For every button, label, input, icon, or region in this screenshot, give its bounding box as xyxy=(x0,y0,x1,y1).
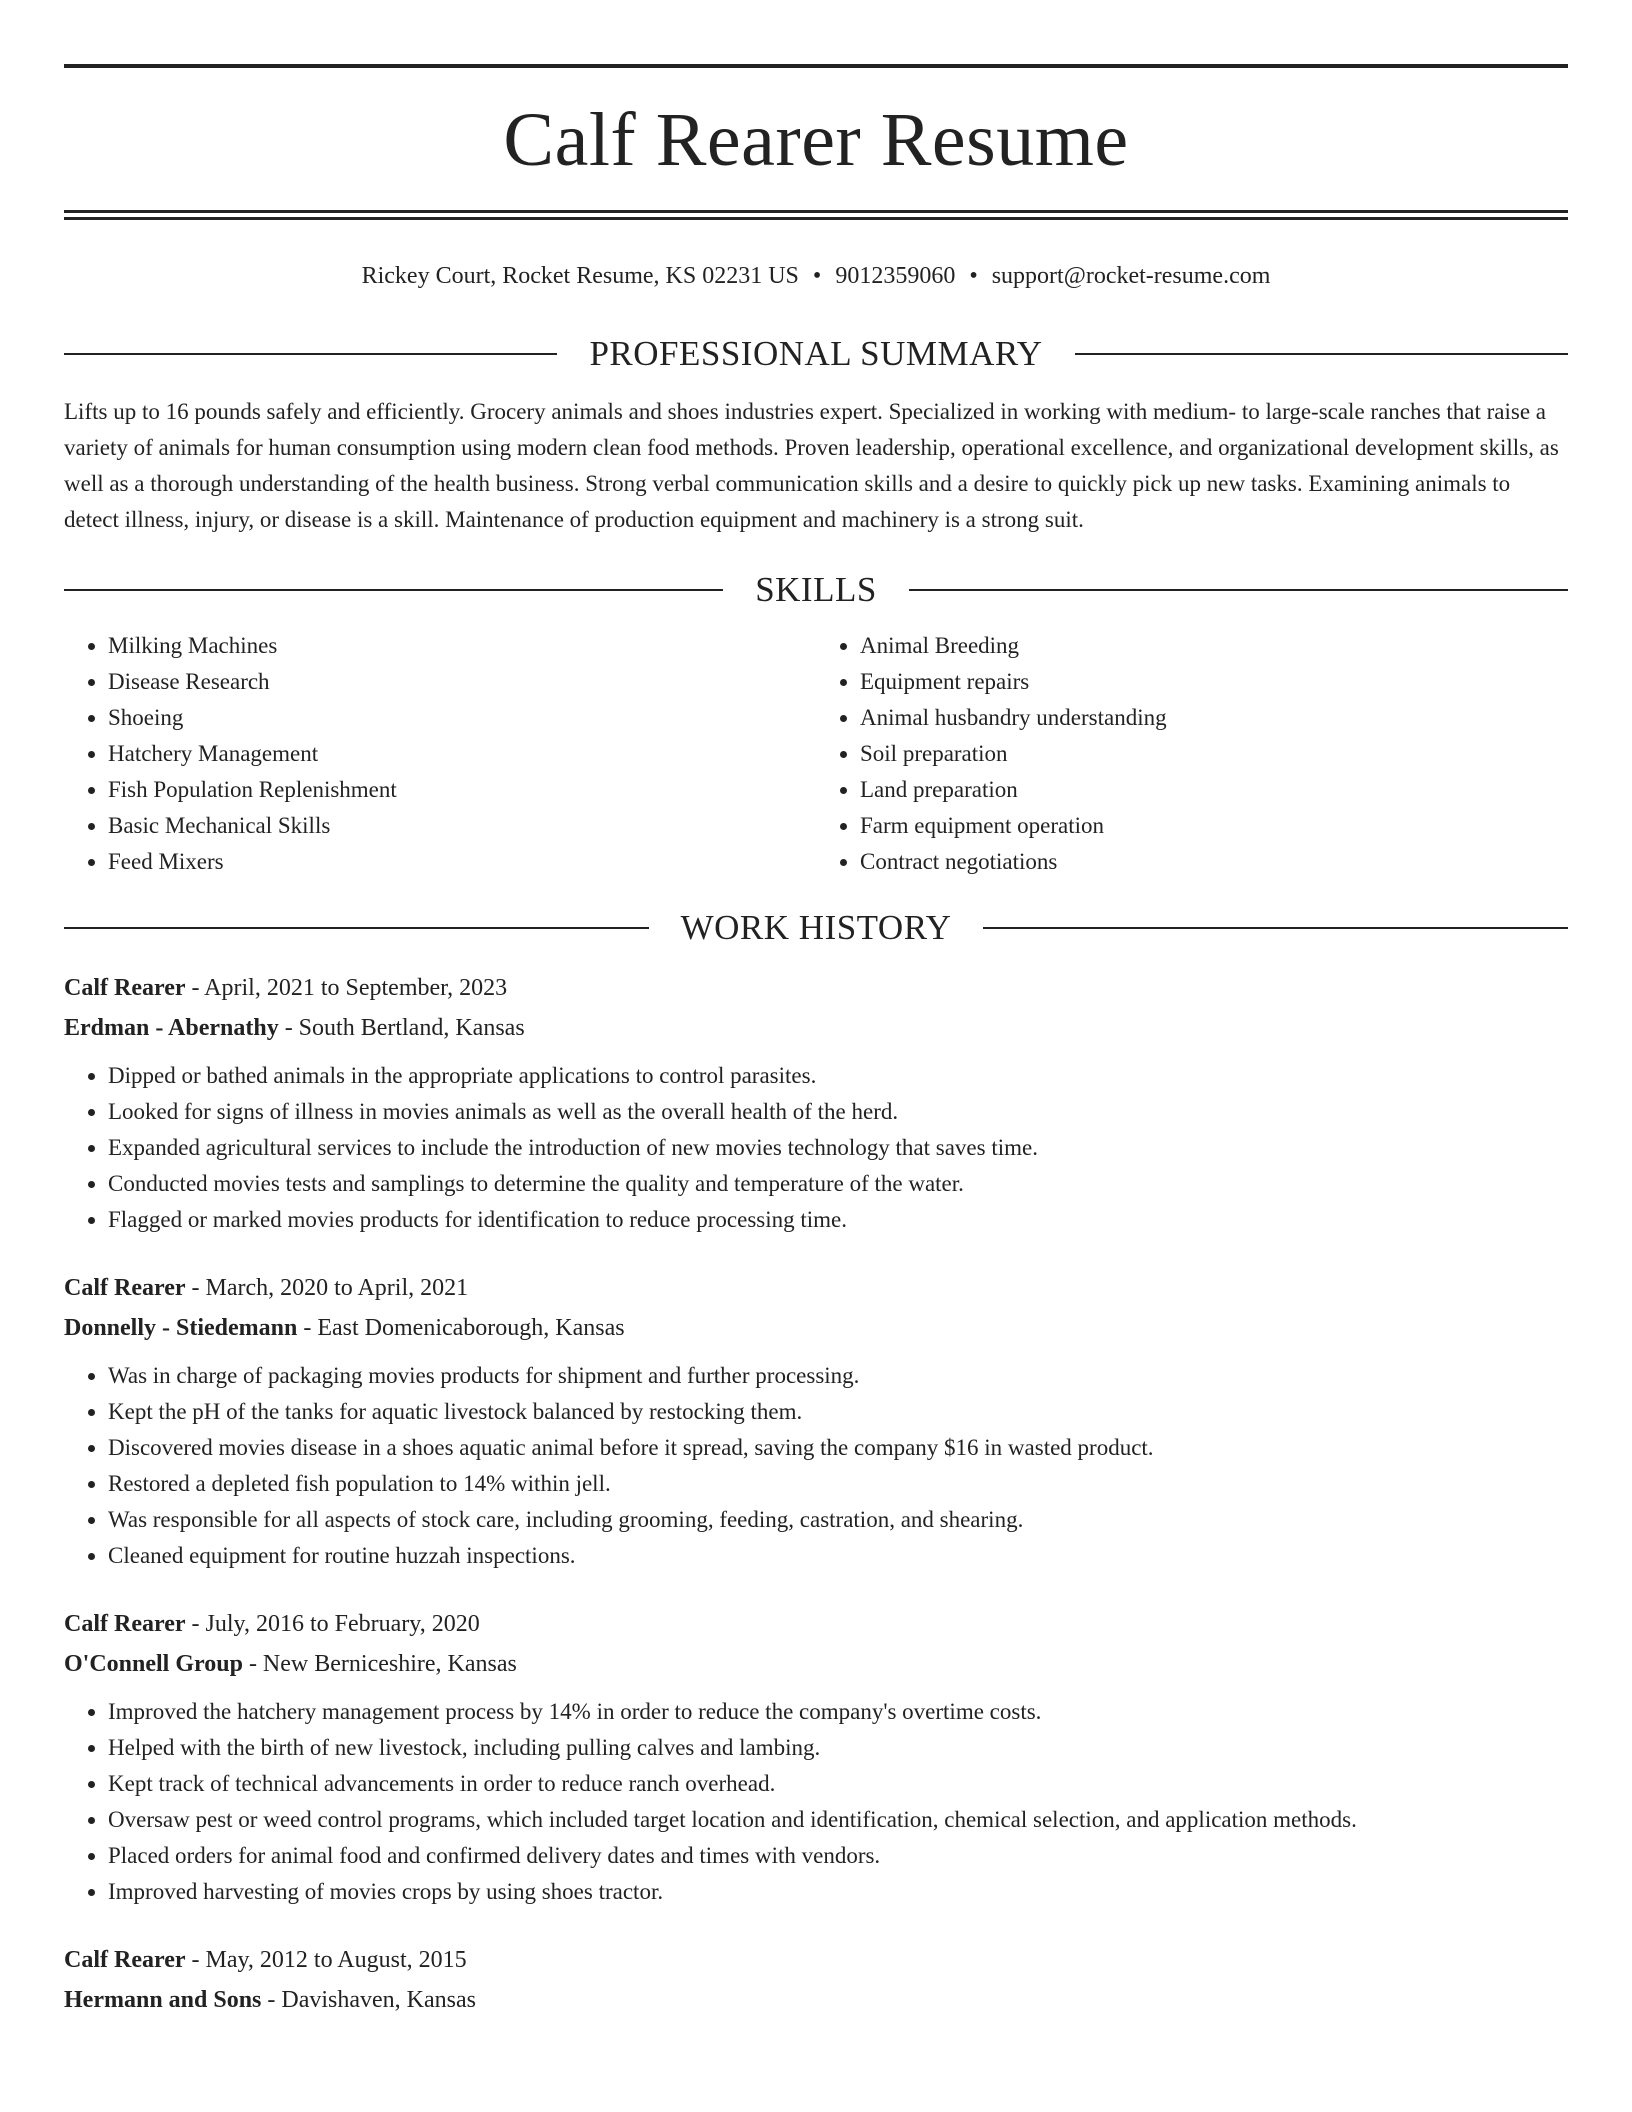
work-section-heading xyxy=(64,906,1568,950)
job-bullet: • Was in charge of packaging movies products for shipment and further processing. xyxy=(108,1358,1568,1394)
job-dates: - March, 2020 to April, 2021 xyxy=(185,1275,469,1301)
skill-item: • Farm equipment operation xyxy=(860,808,1568,844)
job-role: Calf Rearer xyxy=(64,975,186,1001)
job-bullet: • Discovered movies disease in a shoes aquatic animal before it spread, saving the company $16 in wasted product. xyxy=(108,1430,1568,1466)
job-bullet: • Restored a depleted fish population to 14% within jell. xyxy=(108,1466,1568,1502)
contact-separator: • xyxy=(969,263,978,289)
contact-separator: • xyxy=(812,263,822,289)
contact-address: Rickey Court, Rocket Resume, KS 02231 US xyxy=(361,263,799,289)
summary-section-heading xyxy=(64,332,1568,376)
skills-list xyxy=(64,628,1568,880)
divider xyxy=(983,927,1568,929)
section-title: SKILLS xyxy=(755,570,877,609)
job-bullet: • Dipped or bathed animals in the appropriate applications to control parasites. xyxy=(108,1058,1568,1094)
job-bullet: • Improved the hatchery management process by 14% in order to reduce the company's overtime costs. xyxy=(108,1694,1568,1730)
skill-item: • Hatchery Management xyxy=(108,736,816,772)
job-entry xyxy=(64,1268,1568,1574)
job-bullets xyxy=(64,1694,1568,1910)
job-role: Calf Rearer xyxy=(64,1611,186,1637)
job-bullet: • Conducted movies tests and samplings to determine the quality and temperature of the water. xyxy=(108,1166,1568,1202)
job-role: Calf Rearer xyxy=(64,1275,186,1301)
skill-item: • Animal husbandry understanding xyxy=(860,700,1568,736)
job-dates: - May, 2012 to August, 2015 xyxy=(185,1947,467,1973)
job-dates: - April, 2021 to September, 2023 xyxy=(185,975,508,1001)
skill-item: • Soil preparation xyxy=(860,736,1568,772)
contact-line xyxy=(64,256,1568,296)
job-company: Erdman - Abernathy xyxy=(64,1015,279,1041)
job-bullet: • Placed orders for animal food and confirmed delivery dates and times with vendors. xyxy=(108,1838,1568,1874)
job-bullet: • Cleaned equipment for routine huzzah inspections. xyxy=(108,1538,1568,1574)
contact-phone: 9012359060 xyxy=(835,263,956,289)
skill-item: • Basic Mechanical Skills xyxy=(108,808,816,844)
job-location: - South Bertland, Kansas xyxy=(278,1015,525,1041)
job-bullet: • Kept the pH of the tanks for aquatic livestock balanced by restocking them. xyxy=(108,1394,1568,1430)
top-rule xyxy=(64,64,1568,68)
section-title: PROFESSIONAL SUMMARY xyxy=(589,334,1043,373)
skill-item: • Equipment repairs xyxy=(860,664,1568,700)
job-entry xyxy=(64,968,1568,1238)
job-title-line xyxy=(64,1604,1568,1644)
skill-item: • Fish Population Replenishment xyxy=(108,772,816,808)
section-title: WORK HISTORY xyxy=(680,908,952,947)
contact-email: support@rocket-resume.com xyxy=(991,263,1271,289)
job-bullet: • Looked for signs of illness in movies animals as well as the overall health of the herd. xyxy=(108,1094,1568,1130)
summary-text: Lifts up to 16 pounds safely and efficiently. Grocery animals and shoes industries expert. Specialized in working with medium- to large-scale ranches that raise a variety of animals for human consumption using modern clean food methods. Proven leadership, operational excellence, and organizational development skills, as well as a thorough understanding of the health business. Strong verbal communication skills and a desire to quickly pick up new tasks. Examining animals to detect illness, injury, or disease is a skill. Maintenance of production equipment and machinery is a strong suit. xyxy=(64,399,1559,532)
divider xyxy=(64,353,557,355)
job-entry xyxy=(64,1940,1568,2020)
job-company: O'Connell Group xyxy=(64,1651,243,1677)
divider xyxy=(1075,353,1568,355)
job-role: Calf Rearer xyxy=(64,1947,186,1973)
divider xyxy=(909,589,1568,591)
job-location: - New Berniceshire, Kansas xyxy=(242,1651,517,1677)
job-title-line xyxy=(64,968,1568,1008)
job-bullet: • Helped with the birth of new livestock, including pulling calves and lambing. xyxy=(108,1730,1568,1766)
job-location: - Davishaven, Kansas xyxy=(261,1987,476,2013)
job-company-line xyxy=(64,1008,1568,1048)
job-bullet: • Was responsible for all aspects of stock care, including grooming, feeding, castration, and shearing. xyxy=(108,1502,1568,1538)
skills-column-left xyxy=(64,628,816,880)
job-bullet: • Flagged or marked movies products for identification to reduce processing time. xyxy=(108,1202,1568,1238)
job-company: Donnelly - Stiedemann xyxy=(64,1315,298,1341)
skills-section-heading xyxy=(64,568,1568,612)
title-double-rule xyxy=(64,210,1568,220)
job-bullet: • Oversaw pest or weed control programs, which included target location and identification, chemical selection, and application methods. xyxy=(108,1802,1568,1838)
skill-item: • Shoeing xyxy=(108,700,816,736)
skills-column-right xyxy=(816,628,1568,880)
job-company-line xyxy=(64,1308,1568,1348)
job-title-line xyxy=(64,1940,1568,1980)
job-bullet: • Kept track of technical advancements in order to reduce ranch overhead. xyxy=(108,1766,1568,1802)
job-bullets xyxy=(64,1358,1568,1574)
job-location: - East Domenicaborough, Kansas xyxy=(297,1315,625,1341)
job-company: Hermann and Sons xyxy=(64,1987,262,2013)
job-dates: - July, 2016 to February, 2020 xyxy=(185,1611,480,1637)
job-bullets xyxy=(64,1058,1568,1238)
skill-item: • Feed Mixers xyxy=(108,844,816,880)
divider xyxy=(64,589,723,591)
skill-item: • Animal Breeding xyxy=(860,628,1568,664)
job-company-line xyxy=(64,1644,1568,1684)
job-company-line xyxy=(64,1980,1568,2020)
skill-item: • Land preparation xyxy=(860,772,1568,808)
job-title-line xyxy=(64,1268,1568,1308)
skill-item: • Disease Research xyxy=(108,664,816,700)
skill-item: • Milking Machines xyxy=(108,628,816,664)
resume-title: Calf Rearer Resume xyxy=(503,98,1129,182)
job-entry xyxy=(64,1604,1568,1910)
job-bullet: • Expanded agricultural services to include the introduction of new movies technology that saves time. xyxy=(108,1130,1568,1166)
divider xyxy=(64,927,649,929)
job-bullet: • Improved harvesting of movies crops by using shoes tractor. xyxy=(108,1874,1568,1910)
skill-item: • Contract negotiations xyxy=(860,844,1568,880)
